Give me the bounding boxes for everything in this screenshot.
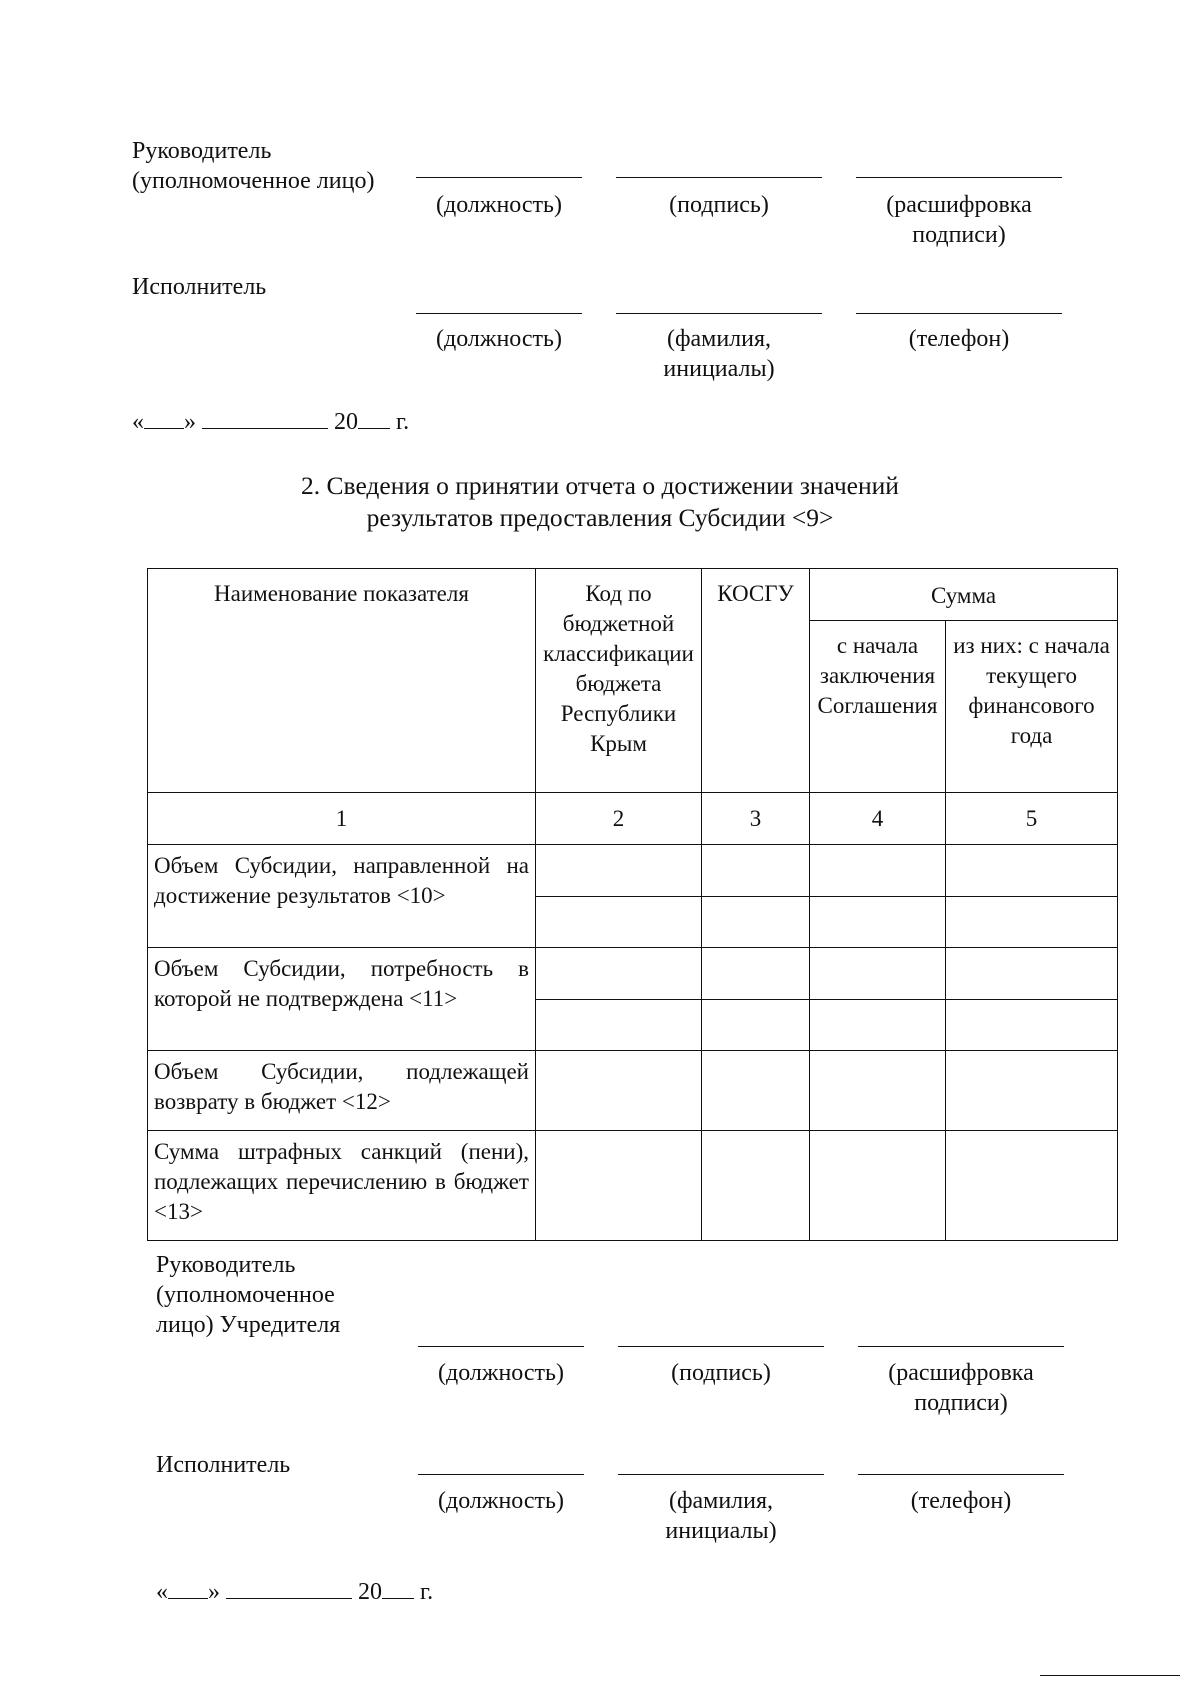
row-label: Объем Субсидии, направленной на достижение результатов <10>	[148, 845, 536, 948]
table-row	[148, 948, 1118, 1000]
table-cell	[810, 897, 946, 948]
year-blank	[358, 406, 390, 429]
day-blank	[168, 1576, 208, 1599]
signature-decode-line	[858, 1346, 1064, 1347]
header-sum-from-start: с начала заключения Соглашения	[810, 621, 946, 793]
table-cell	[810, 845, 946, 897]
signature-decode-line	[856, 177, 1062, 178]
signature-line	[618, 1346, 824, 1347]
date-line: « » 20 г.	[156, 1576, 433, 1607]
caption-position: (должность)	[438, 1360, 564, 1386]
row-label: Сумма штрафных санкций (пени), подлежащих перечислению в бюджет <13>	[148, 1131, 536, 1241]
row-label: Объем Субсидии, потребность в которой не подтверждена <11>	[148, 948, 536, 1051]
table-cell	[946, 845, 1118, 897]
column-number: 5	[946, 793, 1118, 845]
month-blank	[202, 406, 328, 429]
table-row	[148, 1051, 1118, 1131]
table-cell	[702, 1051, 810, 1131]
caption-executor-position: (должность)	[436, 326, 562, 352]
date-line: « » 20 г.	[132, 406, 409, 437]
table-cell	[702, 1131, 810, 1241]
signature-line	[616, 177, 822, 178]
head-label: Руководитель (уполномоченное лицо)	[132, 138, 375, 194]
column-number: 1	[148, 793, 536, 845]
table-cell	[946, 1131, 1118, 1241]
position-line	[416, 177, 582, 178]
table-cell	[810, 1000, 946, 1051]
report-table	[147, 568, 1118, 1241]
table-row	[148, 845, 1118, 897]
executor-label: Исполнитель	[156, 1452, 291, 1478]
caption-executor-phone: (телефон)	[910, 1488, 1012, 1514]
executor-position-line	[416, 313, 582, 314]
header-indicator-name: Наименование показателя	[148, 569, 536, 793]
position-line	[418, 1346, 584, 1347]
table-cell	[536, 845, 702, 897]
table-cell	[810, 1051, 946, 1131]
header-kosgu: КОСГУ	[702, 569, 810, 793]
executor-phone-line	[858, 1474, 1064, 1475]
caption-executor-phone: (телефон)	[908, 326, 1010, 352]
table-cell	[536, 1051, 702, 1131]
row-label: Объем Субсидии, подлежащей возврату в бюджет <12>	[148, 1051, 536, 1131]
table-row	[148, 1131, 1118, 1241]
table-cell	[946, 1000, 1118, 1051]
footer-rule	[1040, 1675, 1180, 1676]
table-cell	[946, 948, 1118, 1000]
executor-name-line	[616, 313, 822, 314]
table-cell	[702, 845, 810, 897]
caption-signature-decode: (расшифровка подписи)	[888, 1360, 1034, 1416]
table-cell	[702, 897, 810, 948]
caption-executor-name: (фамилия, инициалы)	[663, 326, 775, 382]
caption-executor-position: (должность)	[438, 1488, 564, 1514]
table-cell	[536, 897, 702, 948]
caption-position: (должность)	[436, 192, 562, 218]
table-cell	[702, 948, 810, 1000]
executor-position-line	[418, 1474, 584, 1475]
table-cell	[702, 1000, 810, 1051]
table-cell	[536, 1131, 702, 1241]
day-blank	[144, 406, 184, 429]
caption-signature: (подпись)	[669, 192, 769, 218]
caption-executor-name: (фамилия, инициалы)	[665, 1488, 777, 1544]
table-cell	[946, 1051, 1118, 1131]
column-number: 2	[536, 793, 702, 845]
column-number: 4	[810, 793, 946, 845]
founder-head-label: Руководитель (уполномоченное лицо) Учредителя	[156, 1252, 341, 1338]
table-cell	[536, 948, 702, 1000]
executor-name-line	[618, 1474, 824, 1475]
header-sum: Сумма	[810, 569, 1118, 621]
table-cell	[810, 948, 946, 1000]
year-blank	[382, 1576, 414, 1599]
header-sum-current-year: из них: с начала текущего финансового года	[946, 621, 1118, 793]
executor-label: Исполнитель	[132, 274, 267, 300]
section-title: 2. Сведения о принятии отчета о достижении значений результатов предоставления Субсидии <9>	[301, 471, 899, 532]
month-blank	[226, 1576, 352, 1599]
header-budget-code: Код по бюджетной классификации бюджета Республики Крым	[536, 569, 702, 793]
executor-phone-line	[856, 313, 1062, 314]
table-cell	[946, 897, 1118, 948]
caption-signature: (подпись)	[671, 1360, 771, 1386]
table-cell	[810, 1131, 946, 1241]
caption-signature-decode: (расшифровка подписи)	[886, 192, 1032, 248]
table-cell	[536, 1000, 702, 1051]
column-number: 3	[702, 793, 810, 845]
